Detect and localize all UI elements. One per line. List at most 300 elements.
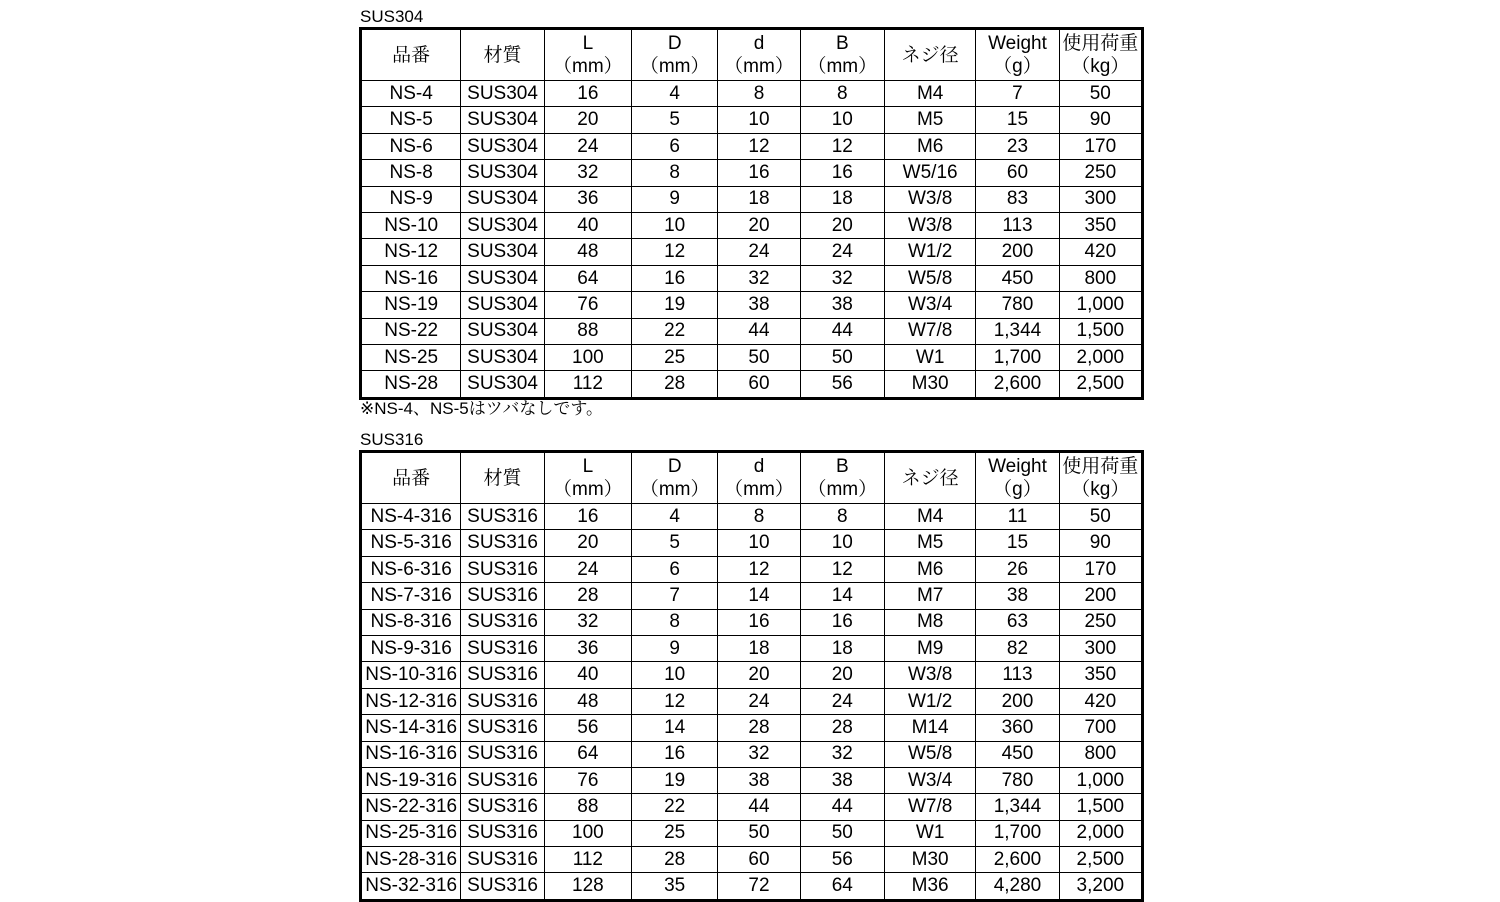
table-cell: 38	[800, 767, 884, 793]
table-cell: 38	[976, 583, 1059, 609]
table-cell: 88	[544, 318, 631, 344]
table-cell: 50	[800, 820, 884, 846]
table-row	[361, 107, 1143, 133]
table-cell: 64	[544, 265, 631, 291]
table-cell: 20	[800, 212, 884, 238]
table-cell: 50	[718, 820, 800, 846]
table-cell: 20	[718, 212, 800, 238]
table-cell: 2,500	[1059, 371, 1142, 398]
column-header-line1: ネジ径	[901, 44, 959, 66]
table-cell: 4,280	[976, 873, 1059, 900]
table-cell: 36	[544, 186, 631, 212]
table-cell: 5	[632, 530, 718, 556]
table-cell: 780	[976, 292, 1059, 318]
table-cell: 12	[800, 556, 884, 582]
table-cell: 200	[1059, 583, 1142, 609]
column-header-4	[718, 29, 800, 81]
table-cell: SUS316	[461, 820, 544, 846]
column-header-line2: （g）	[993, 479, 1042, 500]
table-cell: 44	[800, 318, 884, 344]
table-cell: 12	[632, 239, 718, 265]
table-cell: W5/8	[884, 741, 975, 767]
table-cell: W1/2	[884, 239, 975, 265]
table-cell: 450	[976, 741, 1059, 767]
table-cell: 26	[976, 556, 1059, 582]
sus316-caption: SUS316	[360, 430, 424, 449]
cell-part-number: NS-16	[361, 265, 461, 291]
column-header-6	[884, 29, 975, 81]
table-cell: 10	[718, 107, 800, 133]
table-cell: 11	[976, 504, 1059, 530]
cell-part-number: NS-19-316	[361, 767, 461, 793]
table-cell: SUS316	[461, 609, 544, 635]
table-cell: SUS316	[461, 847, 544, 873]
table-cell: 420	[1059, 239, 1142, 265]
table-cell: 8	[718, 81, 800, 107]
table-cell: W3/8	[884, 212, 975, 238]
table-cell: 48	[544, 239, 631, 265]
table-cell: 300	[1059, 186, 1142, 212]
cell-part-number: NS-10-316	[361, 662, 461, 688]
table-cell: M36	[884, 873, 975, 900]
table-cell: 88	[544, 794, 631, 820]
table-cell: 16	[632, 265, 718, 291]
cell-part-number: NS-9	[361, 186, 461, 212]
cell-part-number: NS-19	[361, 292, 461, 318]
sus316-spec-table	[359, 450, 1144, 902]
table-cell: 18	[718, 186, 800, 212]
table-cell: 72	[718, 873, 800, 900]
column-header-line2: （mm）	[639, 479, 710, 500]
table-cell: 56	[800, 371, 884, 398]
table-cell: SUS316	[461, 662, 544, 688]
table-cell: 20	[544, 530, 631, 556]
table-cell: 18	[800, 186, 884, 212]
table-cell: 12	[632, 688, 718, 714]
table-cell: 3,200	[1059, 873, 1142, 900]
table-cell: M6	[884, 556, 975, 582]
table-cell: 32	[800, 265, 884, 291]
table-cell: 76	[544, 767, 631, 793]
table-cell: 300	[1059, 635, 1142, 661]
column-header-8	[1059, 452, 1142, 504]
table-cell: SUS316	[461, 504, 544, 530]
table-cell: SUS304	[461, 212, 544, 238]
table-row	[361, 688, 1143, 714]
table-cell: 15	[976, 530, 1059, 556]
table-row	[361, 212, 1143, 238]
cell-part-number: NS-25	[361, 344, 461, 370]
table-cell: SUS304	[461, 265, 544, 291]
table-cell: 1,000	[1059, 292, 1142, 318]
table-cell: SUS316	[461, 741, 544, 767]
table-cell: 40	[544, 662, 631, 688]
column-header-0	[361, 29, 461, 81]
sus304-spec-table	[359, 27, 1144, 400]
column-header-7	[976, 452, 1059, 504]
table-row	[361, 741, 1143, 767]
table-cell: 22	[632, 318, 718, 344]
table-cell: 16	[544, 81, 631, 107]
table-row	[361, 820, 1143, 846]
table-row	[361, 794, 1143, 820]
column-header-line1: 使用荷重	[1062, 456, 1139, 477]
table-cell: 100	[544, 820, 631, 846]
table-cell: 25	[632, 344, 718, 370]
table-cell: 1,344	[976, 794, 1059, 820]
table-cell: 36	[544, 635, 631, 661]
table-cell: W1	[884, 344, 975, 370]
column-header-line2: （mm）	[807, 479, 878, 500]
table-cell: 12	[800, 133, 884, 159]
table-cell: 360	[976, 715, 1059, 741]
table-cell: 2,500	[1059, 847, 1142, 873]
table-cell: SUS304	[461, 344, 544, 370]
cell-part-number: NS-14-316	[361, 715, 461, 741]
table-cell: 16	[544, 504, 631, 530]
table-cell: M14	[884, 715, 975, 741]
table-cell: W5/8	[884, 265, 975, 291]
table-cell: 24	[718, 239, 800, 265]
sus304-table-body	[361, 81, 1143, 399]
column-header-6	[884, 452, 975, 504]
cell-part-number: NS-28	[361, 371, 461, 398]
table-cell: 83	[976, 186, 1059, 212]
sus316-table-head	[361, 452, 1143, 504]
table-cell: SUS316	[461, 688, 544, 714]
table-cell: M30	[884, 371, 975, 398]
column-header-1	[461, 29, 544, 81]
table-cell: SUS304	[461, 81, 544, 107]
table-cell: SUS316	[461, 583, 544, 609]
tsuba-note: ※NS-4、NS-5はツバなしです。	[360, 399, 604, 418]
table-cell: 44	[718, 318, 800, 344]
sus316-section	[359, 429, 1144, 902]
table-cell: 76	[544, 292, 631, 318]
table-cell: 6	[632, 556, 718, 582]
table-header-row	[361, 452, 1143, 504]
column-header-line1: 品番	[392, 44, 431, 66]
column-header-3	[632, 29, 718, 81]
column-header-line2: （mm）	[724, 56, 794, 77]
cell-part-number: NS-8	[361, 160, 461, 186]
table-row	[361, 292, 1143, 318]
cell-part-number: NS-12	[361, 239, 461, 265]
column-header-5	[800, 452, 884, 504]
cell-part-number: NS-25-316	[361, 820, 461, 846]
table-cell: 250	[1059, 160, 1142, 186]
table-row	[361, 504, 1143, 530]
table-cell: 28	[718, 715, 800, 741]
table-cell: 82	[976, 635, 1059, 661]
table-cell: 450	[976, 265, 1059, 291]
table-row	[361, 715, 1143, 741]
column-header-0	[361, 452, 461, 504]
column-header-line1: 材質	[483, 467, 522, 489]
table-cell: 14	[800, 583, 884, 609]
table-cell: SUS304	[461, 107, 544, 133]
column-header-line2: （mm）	[807, 56, 878, 77]
table-cell: 100	[544, 344, 631, 370]
table-cell: 128	[544, 873, 631, 900]
table-cell: W5/16	[884, 160, 975, 186]
table-cell: 7	[632, 583, 718, 609]
table-cell: 10	[632, 662, 718, 688]
table-cell: 10	[800, 530, 884, 556]
cell-part-number: NS-6	[361, 133, 461, 159]
table-cell: 20	[544, 107, 631, 133]
table-cell: M6	[884, 133, 975, 159]
table-cell: 64	[800, 873, 884, 900]
table-cell: SUS316	[461, 530, 544, 556]
column-header-line1: D	[667, 456, 682, 477]
table-cell: 1,700	[976, 344, 1059, 370]
column-header-4	[718, 452, 800, 504]
table-cell: 24	[800, 239, 884, 265]
column-header-7	[976, 29, 1059, 81]
table-cell: 28	[544, 583, 631, 609]
table-cell: M7	[884, 583, 975, 609]
table-cell: 19	[632, 767, 718, 793]
column-header-line2: （g）	[993, 56, 1042, 77]
table-row	[361, 186, 1143, 212]
table-cell: 50	[718, 344, 800, 370]
table-cell: 7	[976, 81, 1059, 107]
table-cell: 28	[632, 371, 718, 398]
table-cell: 50	[1059, 504, 1142, 530]
table-cell: W3/4	[884, 292, 975, 318]
table-cell: 32	[800, 741, 884, 767]
table-cell: 113	[976, 212, 1059, 238]
column-header-line2: （kg）	[1071, 479, 1130, 500]
column-header-line2: （mm）	[553, 479, 623, 500]
table-cell: 113	[976, 662, 1059, 688]
sus316-table-body	[361, 504, 1143, 901]
table-cell: 60	[976, 160, 1059, 186]
table-cell: 56	[544, 715, 631, 741]
table-cell: W7/8	[884, 794, 975, 820]
column-header-3	[632, 452, 718, 504]
table-cell: 8	[632, 160, 718, 186]
cell-part-number: NS-22	[361, 318, 461, 344]
table-row	[361, 847, 1143, 873]
table-row	[361, 873, 1143, 900]
column-header-line1: L	[582, 456, 594, 477]
cell-part-number: NS-28-316	[361, 847, 461, 873]
table-cell: 28	[800, 715, 884, 741]
table-cell: 12	[718, 133, 800, 159]
cell-part-number: NS-6-316	[361, 556, 461, 582]
table-cell: 14	[718, 583, 800, 609]
table-cell: 10	[718, 530, 800, 556]
table-cell: SUS304	[461, 239, 544, 265]
column-header-line1: d	[753, 456, 765, 477]
table-row	[361, 239, 1143, 265]
column-header-line2: （kg）	[1071, 56, 1130, 77]
sus304-table-head	[361, 29, 1143, 81]
table-row	[361, 81, 1143, 107]
table-cell: 4	[632, 504, 718, 530]
table-cell: 1,500	[1059, 794, 1142, 820]
table-cell: 38	[718, 767, 800, 793]
table-cell: 20	[718, 662, 800, 688]
table-cell: 32	[544, 160, 631, 186]
table-cell: W3/8	[884, 662, 975, 688]
table-cell: 38	[718, 292, 800, 318]
table-cell: 64	[544, 741, 631, 767]
table-cell: W1/2	[884, 688, 975, 714]
table-cell: W3/8	[884, 186, 975, 212]
table-cell: 28	[632, 847, 718, 873]
cell-part-number: NS-4-316	[361, 504, 461, 530]
table-cell: SUS304	[461, 292, 544, 318]
table-row	[361, 556, 1143, 582]
table-cell: SUS316	[461, 556, 544, 582]
table-cell: SUS316	[461, 873, 544, 900]
cell-part-number: NS-9-316	[361, 635, 461, 661]
table-cell: SUS316	[461, 715, 544, 741]
table-cell: 9	[632, 186, 718, 212]
column-header-line1: B	[835, 456, 849, 477]
table-row	[361, 530, 1143, 556]
column-header-line1: ネジ径	[901, 467, 959, 489]
column-header-line1: L	[582, 33, 594, 54]
table-cell: 12	[718, 556, 800, 582]
table-cell: 8	[800, 504, 884, 530]
cell-part-number: NS-10	[361, 212, 461, 238]
table-row	[361, 371, 1143, 398]
column-header-line1: Weight	[988, 456, 1047, 477]
column-header-8	[1059, 29, 1142, 81]
column-header-line1: 品番	[392, 467, 431, 489]
column-header-2	[544, 29, 631, 81]
table-cell: M5	[884, 107, 975, 133]
table-cell: W7/8	[884, 318, 975, 344]
table-cell: 63	[976, 609, 1059, 635]
table-cell: SUS304	[461, 160, 544, 186]
table-cell: 24	[544, 133, 631, 159]
table-cell: 420	[1059, 688, 1142, 714]
table-cell: M9	[884, 635, 975, 661]
table-cell: 6	[632, 133, 718, 159]
table-row	[361, 344, 1143, 370]
table-cell: 780	[976, 767, 1059, 793]
table-cell: SUS304	[461, 318, 544, 344]
cell-part-number: NS-12-316	[361, 688, 461, 714]
table-cell: SUS316	[461, 767, 544, 793]
table-cell: 15	[976, 107, 1059, 133]
table-cell: 40	[544, 212, 631, 238]
column-header-line1: Weight	[988, 33, 1047, 54]
table-cell: 38	[800, 292, 884, 318]
table-cell: 112	[544, 847, 631, 873]
table-cell: 50	[800, 344, 884, 370]
table-row	[361, 767, 1143, 793]
table-cell: 16	[718, 160, 800, 186]
cell-part-number: NS-7-316	[361, 583, 461, 609]
table-cell: 10	[800, 107, 884, 133]
table-row	[361, 265, 1143, 291]
table-cell: 24	[800, 688, 884, 714]
table-cell: 90	[1059, 107, 1142, 133]
table-cell: 1,700	[976, 820, 1059, 846]
column-header-line2: （mm）	[639, 56, 710, 77]
table-header-row	[361, 29, 1143, 81]
table-cell: 32	[544, 609, 631, 635]
column-header-line1: 使用荷重	[1062, 33, 1139, 54]
table-cell: 23	[976, 133, 1059, 159]
cell-part-number: NS-5-316	[361, 530, 461, 556]
table-cell: 35	[632, 873, 718, 900]
table-row	[361, 662, 1143, 688]
table-cell: 200	[976, 688, 1059, 714]
table-cell: SUS304	[461, 186, 544, 212]
table-cell: 32	[718, 265, 800, 291]
cell-part-number: NS-22-316	[361, 794, 461, 820]
table-cell: 48	[544, 688, 631, 714]
cell-part-number: NS-4	[361, 81, 461, 107]
footnote-block	[359, 398, 1144, 420]
table-cell: 800	[1059, 741, 1142, 767]
column-header-1	[461, 452, 544, 504]
table-cell: 60	[718, 847, 800, 873]
table-cell: 112	[544, 371, 631, 398]
table-cell: W1	[884, 820, 975, 846]
table-cell: 800	[1059, 265, 1142, 291]
cell-part-number: NS-16-316	[361, 741, 461, 767]
table-cell: 5	[632, 107, 718, 133]
table-row	[361, 583, 1143, 609]
table-cell: M5	[884, 530, 975, 556]
table-cell: 8	[632, 609, 718, 635]
column-header-line2: （mm）	[724, 479, 794, 500]
table-row	[361, 635, 1143, 661]
table-cell: 14	[632, 715, 718, 741]
table-cell: 1,000	[1059, 767, 1142, 793]
table-cell: M8	[884, 609, 975, 635]
table-cell: 20	[800, 662, 884, 688]
column-header-line1: B	[835, 33, 849, 54]
table-cell: 44	[718, 794, 800, 820]
cell-part-number: NS-5	[361, 107, 461, 133]
table-cell: 32	[718, 741, 800, 767]
table-cell: 16	[800, 160, 884, 186]
column-header-line2: （mm）	[553, 56, 623, 77]
table-cell: 4	[632, 81, 718, 107]
table-cell: SUS316	[461, 635, 544, 661]
table-cell: 170	[1059, 133, 1142, 159]
table-cell: 350	[1059, 212, 1142, 238]
table-cell: 2,600	[976, 847, 1059, 873]
table-cell: 16	[632, 741, 718, 767]
table-cell: 22	[632, 794, 718, 820]
column-header-line1: d	[753, 33, 765, 54]
cell-part-number: NS-32-316	[361, 873, 461, 900]
table-cell: 2,000	[1059, 344, 1142, 370]
column-header-5	[800, 29, 884, 81]
table-cell: M4	[884, 81, 975, 107]
table-cell: 700	[1059, 715, 1142, 741]
table-cell: 200	[976, 239, 1059, 265]
table-cell: 60	[718, 371, 800, 398]
cell-part-number: NS-8-316	[361, 609, 461, 635]
table-cell: 9	[632, 635, 718, 661]
sus304-section	[359, 6, 1144, 400]
table-cell: 16	[800, 609, 884, 635]
column-header-line1: 材質	[483, 44, 522, 66]
table-cell: 2,000	[1059, 820, 1142, 846]
table-row	[361, 318, 1143, 344]
